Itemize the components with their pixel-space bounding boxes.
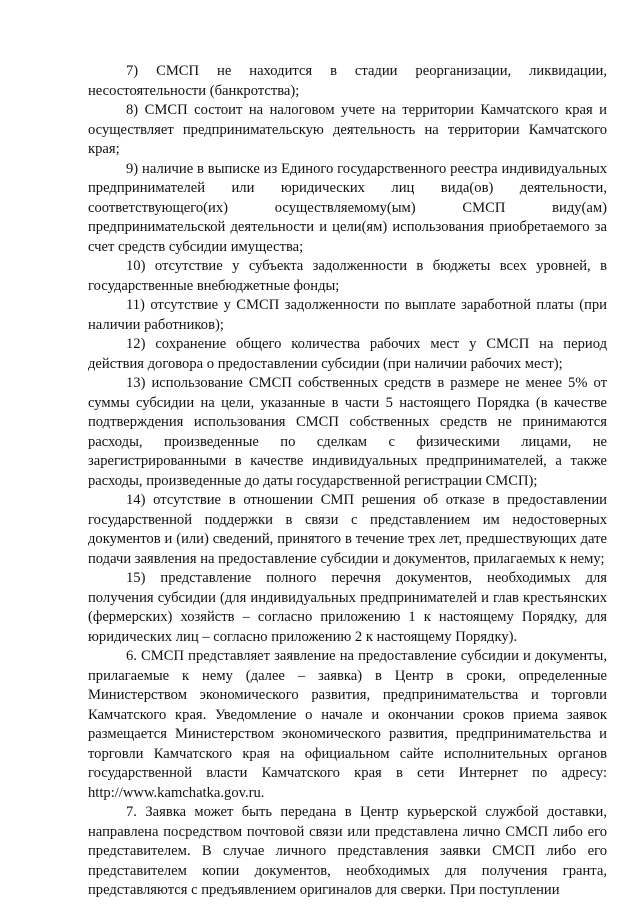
paragraph-item-12: 12) сохранение общего количества рабочих мест у СМСП на период действия договора о предоставлении субсидии (при наличии рабочих мест);: [88, 336, 607, 372]
paragraph-item-13: 13) использование СМСП собственных средств в размере не менее 5% от суммы субсидии на цели, указанные в части 5 настоящего Порядка (в качестве подтверждения использования СМСП собственных средств не принимаются расходы, произведенные по сделкам с физическими лицами, не зарегистрированными в качестве индивидуальных предпринимателей, а также расходы, произведенные до даты государственной регистрации СМСП);: [88, 375, 607, 489]
paragraph-item-8: 8) СМСП состоит на налоговом учете на территории Камчатского края и осуществляет предпринимательскую деятельность на территории Камчатского края;: [88, 102, 607, 157]
paragraph-item-10: 10) отсутствие у субъекта задолженности в бюджеты всех уровней, в государственные внебюджетные фонды;: [88, 258, 607, 294]
paragraph-item-11: 11) отсутствие у СМСП задолженности по выплате заработной платы (при наличии работников);: [88, 297, 607, 333]
paragraph-item-15: 15) представление полного перечня документов, необходимых для получения субсидии (для индивидуальных предпринимателей и глав крестьянских (фермерских) хозяйств – согласно приложению 1 к настоящему Порядку, для юридических лиц – согласно приложению 2 к настоящему Порядку).: [88, 570, 607, 645]
paragraph-item-9: 9) наличие в выписке из Единого государственного реестра индивидуальных предпринимателей или юридических лиц вида(ов) деятельности, соответствующего(их) осуществляемому(ым) СМСП виду(ам) предпринимательской деятельности и цели(ям) использования приобретаемого за счет средств субсидии имущества;: [88, 160, 607, 255]
document-body: [88, 62, 607, 901]
paragraph-item-7: 7) СМСП не находится в стадии реорганизации, ликвидации, несостоятельности (банкротства);: [88, 63, 607, 99]
paragraph-section-6: 6. СМСП представляет заявление на предоставление субсидии и документы, прилагаемые к нему (далее – заявка) в Центр в сроки, определенные Министерством экономического развития, предпринимательства и торговли Камчатского края. Уведомление о начале и окончании сроков приема заявок размещается Министерством экономического развития, предпринимательства и торговли Камчатского края на официальном сайте исполнительных органов государственной власти Камчатского края в сети Интернет по адресу: http://www.kamchatka.gov.ru.: [88, 648, 607, 801]
paragraph-item-14: 14) отсутствие в отношении СМП решения об отказе в предоставлении государственной поддержки в связи с представлением им недостоверных документов и (или) сведений, принятого в течение трех лет, предшествующих дате подачи заявления на предоставление субсидии и документов, прилагаемых к нему;: [88, 492, 607, 567]
paragraph-section-7: 7. Заявка может быть передана в Центр курьерской службой доставки, направлена посредством почтовой связи или представлена лично СМСП либо его представителем. В случае личного представления заявки СМСП либо его представителем копии документов, необходимых для получения гранта, представляются с предъявлением оригиналов для сверки. При поступлении: [88, 804, 607, 898]
